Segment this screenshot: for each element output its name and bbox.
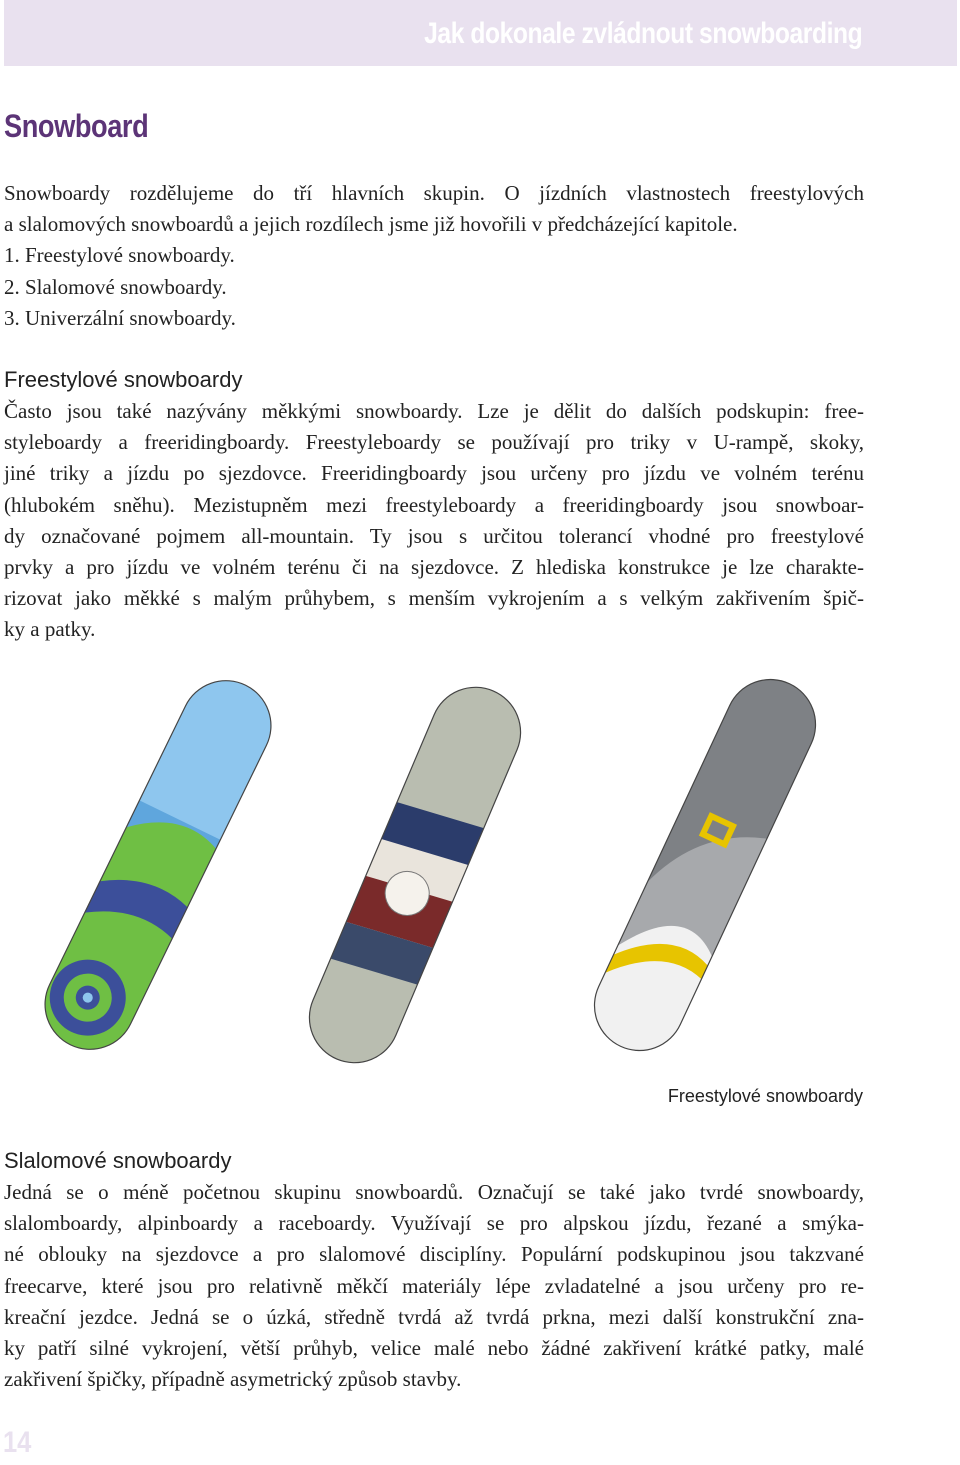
slalom-line: ky patří silné vykrojení, větší průhyb, velice malé nebo žádné zakřivení krátké patky, malé (4, 1336, 864, 1361)
page-number: 14 (3, 1426, 32, 1459)
snowboard-2-image (295, 673, 534, 1070)
freestyle-line: Často jsou také nazývány měkkými snowboardy. Lze je dělit do dalších podskupin: free- (4, 399, 864, 423)
slalom-heading: Slalomové snowboardy (4, 1148, 232, 1173)
freestyle-line: ky a patky. (4, 617, 96, 642)
slalom-paragraph (4, 1177, 864, 1395)
list-item-3: 3. Univerzální snowboardy. (4, 305, 236, 330)
slalom-line: slalomboardy, alpinboardy a raceboardy. Využívají se pro alpskou jízdu, řezané a smýka- (4, 1211, 864, 1236)
snowboard-3-image (580, 665, 831, 1066)
list-item-1: 1. Freestylové snowboardy. (4, 243, 235, 268)
figure-caption: Freestylové snowboardy (667, 1086, 863, 1106)
slalom-line: né oblouky na sjezdovce a pro slalomové disciplíny. Populární podskupinou jsou takzvané (4, 1242, 864, 1267)
list-item-2: 2. Slalomové snowboardy. (4, 274, 227, 299)
slalom-line: freecarve, které jsou pro relativně měkčí materiály lépe zvladatelné a jsou určeny pro re- (4, 1273, 864, 1298)
intro-paragraph (4, 178, 864, 334)
slalom-line: zakřivení špičky, případně asymetrický způsob stavby. (4, 1367, 462, 1392)
freestyle-line: (hlubokém sněhu). Mezistupněm mezi freestyleboardy a freeridingboardy jsou snowboar- (4, 492, 864, 517)
freestyle-line: dy označované pojmem all-mountain. Ty jsou s určitou tolerancí vhodné pro freestylové (4, 523, 864, 548)
freestyle-line: prvky a pro jízdu ve volném terénu či na sjezdovce. Z hlediska konstrukce je lze charakte- (4, 555, 864, 580)
freestyle-heading: Freestylové snowboardy (4, 367, 243, 392)
intro-line: Snowboardy rozdělujeme do tří hlavních skupin. O jízdních vlastnostech freestylových (4, 181, 864, 205)
section-title: Snowboard (4, 108, 149, 144)
freestyle-paragraph (4, 396, 864, 646)
freestyle-line: jiné triky a jízdu po sjezdovce. Freeridingboardy jsou určeny pro jízdu ve volném terénu (4, 461, 864, 486)
slalom-line: kreační jezdce. Jedná se o úzká, středně tvrdá až tvrdá prkna, mezi další konstrukční zna- (4, 1304, 864, 1329)
snowboard-1-image (30, 666, 286, 1065)
freestyle-line: rizovat jako měkké s malým průhybem, s menším vykrojením a s velkým zakřivením špič- (4, 586, 864, 611)
snowboards-figure (0, 650, 960, 1070)
slalom-line: Jedná se o méně početnou skupinu snowboardů. Označují se také jako tvrdé snowboardy, (4, 1180, 864, 1204)
freestyle-line: styleboardy a freeridingboardy. Freestyleboardy se používají pro triky v U-rampě, skoky, (4, 430, 864, 455)
running-header-title: Jak dokonale zvládnout snowboarding (423, 17, 862, 50)
intro-line: a slalomových snowboardů a jejich rozdílech jsme již hovořili v předcházející kapitole. (4, 212, 738, 237)
